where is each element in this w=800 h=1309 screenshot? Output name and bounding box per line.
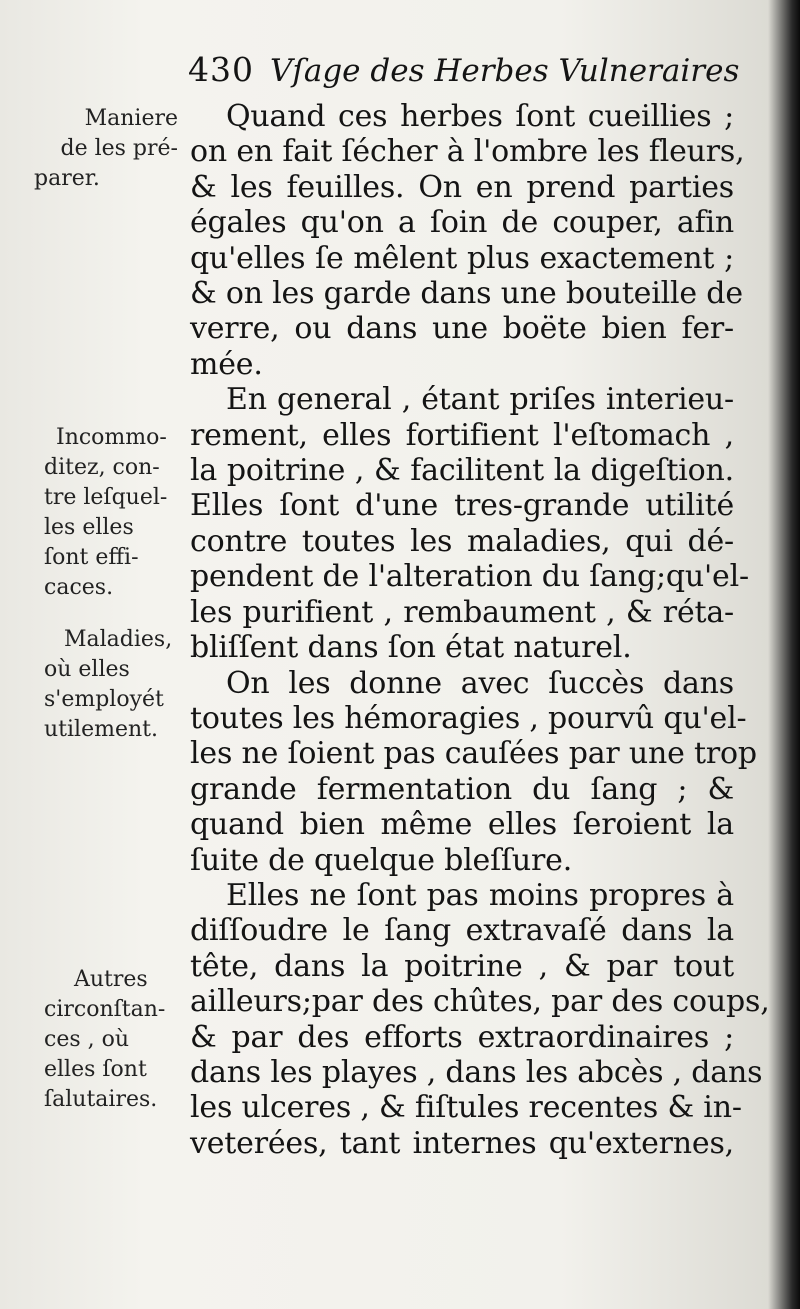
- text-line: dans les playes , dans les abcès , dans: [190, 1054, 763, 1090]
- text-line: ailleurs;par des chûtes, par des coups,: [190, 984, 770, 1020]
- text-line: On les donne avec ſuccès dans: [226, 665, 734, 701]
- margin-note-line: Autres: [74, 967, 148, 992]
- margin-note-line: ces , où: [44, 1027, 130, 1052]
- margin-note-line: tre leſquel-: [44, 485, 168, 510]
- text-line: mée.: [190, 346, 263, 382]
- text-line: Elles ſont d'une tres-grande utilité: [190, 488, 734, 524]
- text-line: diſſoudre le ſang extravaſé dans la: [190, 913, 734, 949]
- margin-note-line: circonſtan-: [44, 997, 166, 1022]
- text-line: En general , étant priſes interieu-: [226, 382, 734, 418]
- text-line: pendent de l'alteration du ſang;qu'el-: [190, 559, 749, 595]
- text-line: les purifient , rembaument , & réta-: [190, 594, 734, 630]
- text-line: veterées, tant internes qu'externes,: [190, 1125, 734, 1161]
- margin-note-diseases: [44, 625, 192, 745]
- text-line: rement, elles fortifient l'eſtomach ,: [190, 417, 734, 453]
- text-line: ſuite de quelque bleſſure.: [190, 842, 573, 878]
- margin-note-line: Maladies,: [64, 627, 173, 652]
- text-line: bliſſent dans ſon état naturel.: [190, 630, 632, 666]
- text-line: & on les garde dans une bouteille de: [190, 276, 743, 312]
- margin-note-circumstances: [44, 965, 192, 1115]
- margin-note-line: Maniere: [84, 106, 178, 131]
- margin-note-line: s'employét: [44, 687, 164, 712]
- text-line: grande fermentation du ſang ; &: [190, 771, 734, 807]
- running-head: Vſage des Herbes Vulneraires: [270, 53, 740, 89]
- text-line: toutes les hémoragies , pourvû qu'el-: [190, 700, 747, 736]
- text-line: Quand ces herbes ſont cueillies ;: [226, 99, 734, 134]
- text-line: contre toutes les maladies, qui dé-: [190, 523, 734, 559]
- text-line: Elles ne ſont pas moins propres à: [226, 877, 734, 913]
- margin-note-line: parer.: [34, 166, 100, 191]
- text-line: qu'elles ſe mêlent plus exactement ;: [190, 240, 734, 276]
- text-line: les ulceres , & fiſtules recentes & in-: [190, 1090, 742, 1126]
- margin-note-line: où elles: [44, 657, 130, 682]
- margin-note-line: ſont effi-: [44, 545, 139, 570]
- margin-note-preparation: [34, 104, 178, 194]
- margin-note-line: caces.: [44, 575, 114, 600]
- text-line: quand bien même elles ſeroient la: [190, 807, 734, 843]
- text-line: & les feuilles. On en prend parties: [190, 169, 734, 205]
- page-number: 430: [188, 50, 254, 89]
- margin-note-ailments: [44, 423, 192, 603]
- margin-note-line: ditez, con-: [44, 455, 160, 480]
- text-line: tête, dans la poitrine , & par tout: [190, 948, 734, 984]
- margin-note-line: de les pré-: [60, 136, 178, 161]
- text-line: la poitrine , & facilitent la digeſtion.: [190, 453, 734, 489]
- text-line: égales qu'on a ſoin de couper, afin: [190, 205, 734, 241]
- text-line: les ne ſoient pas cauſées par une trop: [190, 736, 757, 772]
- margin-note-line: elles ſont: [44, 1057, 147, 1082]
- margin-note-line: les elles: [44, 515, 134, 540]
- margin-note-line: ſalutaires.: [44, 1087, 158, 1112]
- text-line: verre, ou dans une boëte bien fer-: [190, 311, 734, 347]
- page-header: [188, 50, 739, 98]
- text-line: & par des efforts extraordinaires ;: [190, 1019, 734, 1055]
- body-text: [190, 99, 770, 1161]
- margin-note-line: Incommo-: [56, 425, 167, 450]
- margin-note-line: utilement.: [44, 717, 158, 742]
- text-line: on en fait ſécher à l'ombre les fleurs,: [190, 134, 745, 170]
